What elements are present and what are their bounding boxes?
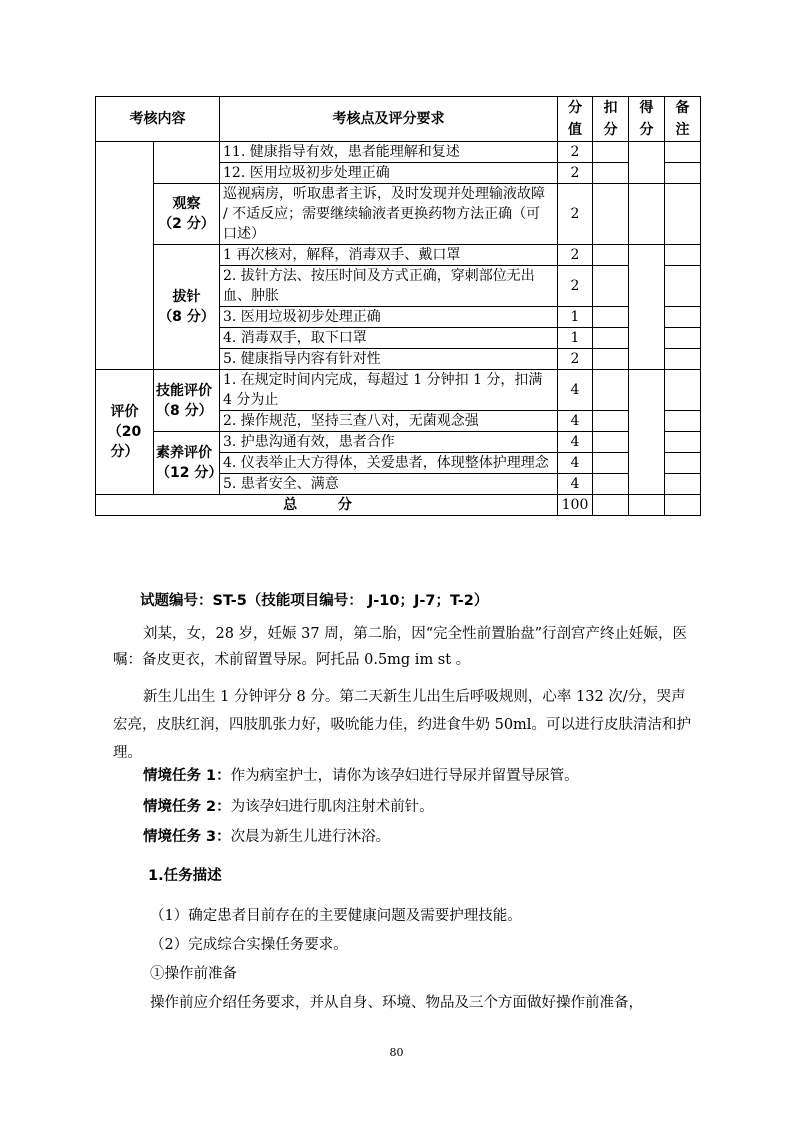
group-evaluation: 评价（20 分） — [96, 370, 154, 495]
task-1-text: 作为病室护士，请你为该孕妇进行导尿并留置导尿管。 — [230, 768, 579, 784]
row-score: 1 — [558, 328, 593, 349]
row-score: 2 — [558, 245, 593, 266]
blank-group-cell — [96, 142, 154, 370]
task-1 — [143, 766, 723, 786]
row-text: 3. 医用垃圾初步处理正确 — [220, 307, 558, 328]
blank-category-cell — [154, 142, 220, 184]
total-score: 100 — [558, 495, 593, 516]
table-header-row — [96, 97, 701, 142]
header-score: 分 值 — [558, 97, 593, 142]
task-3-label: 情境任务 3： — [143, 829, 231, 845]
row-score: 2 — [558, 163, 593, 184]
row-score: 4 — [558, 474, 593, 495]
paragraph-case: 刘某，女，28 岁，妊娠 37 周，第二胎，因“完全性前置胎盘”行剖宫产终止妊娠，医嘱：备皮更衣，术前留置导尿。阿托品 0.5mg im st 。 — [113, 626, 688, 668]
exam-title: 试题编号：ST-5（技能项目编号： J-10；J-7；T-2） — [140, 593, 489, 609]
total-label: 总 分 — [96, 495, 558, 516]
task-3-text: 次晨为新生儿进行沐浴。 — [230, 829, 391, 845]
row-text: 1 再次核对，解释，消毒双手、戴口罩 — [220, 245, 558, 266]
task-2 — [143, 797, 723, 817]
header-points: 考核点及评分要求 — [220, 97, 558, 142]
table-row — [96, 245, 701, 266]
row-score: 4 — [558, 432, 593, 453]
row-score: 4 — [558, 453, 593, 474]
header-note: 备 注 — [665, 97, 701, 142]
row-score: 2 — [558, 266, 593, 307]
category-quality-evaluation: 素养评价 （12 分） — [154, 432, 220, 495]
row-text: 2. 操作规范，坚持三查八对，无菌观念强 — [220, 411, 558, 432]
header-got: 得 分 — [629, 97, 665, 142]
row-text: 4. 消毒双手，取下口罩 — [220, 328, 558, 349]
row-score: 4 — [558, 370, 593, 411]
paragraph-newborn: 新生儿出生 1 分钟评分 8 分。第二天新生儿出生后呼吸规则，心率 132 次/分，哭声宏亮，皮肤红润，四肢肌张力好，吸吮能力佳，约进食牛奶 50ml。可以进行皮肤清洁和护理。 — [113, 689, 691, 761]
category-observe: 观察 （2 分） — [154, 184, 220, 245]
row-text: 巡视病房，听取患者主诉，及时发现并处理输液故障 / 不适反应；需要继续输液者更换药物方法正确（可口述） — [220, 184, 558, 245]
category-pull-needle: 拔针 （8 分） — [154, 245, 220, 370]
grading-table — [95, 96, 701, 516]
row-text: 3. 护患沟通有效，患者合作 — [220, 432, 558, 453]
row-text: 2. 拔针方法、按压时间及方式正确，穿刺部位无出血、肿胀 — [220, 266, 558, 307]
item-2: （2）完成综合实操任务要求。 — [150, 937, 348, 953]
table-row — [96, 142, 701, 163]
row-score: 2 — [558, 142, 593, 163]
item-1: （1）确定患者目前存在的主要健康问题及需要护理技能。 — [150, 908, 522, 924]
table-row — [96, 432, 701, 453]
task-2-text: 为该孕妇进行肌肉注射术前针。 — [230, 799, 434, 815]
row-score: 1 — [558, 307, 593, 328]
task-1-label: 情境任务 1： — [143, 768, 231, 784]
section-heading: 1.任务描述 — [148, 868, 222, 884]
row-text: 1. 在规定时间内完成，每超过 1 分钟扣 1 分，扣满 4 分为止 — [220, 370, 558, 411]
table-row — [96, 370, 701, 411]
paragraph-prep: 操作前应介绍任务要求，并从自身、环境、物品及三个方面做好操作前准备， — [150, 995, 643, 1011]
row-score: 2 — [558, 349, 593, 370]
row-text: 11. 健康指导有效，患者能理解和复述 — [220, 142, 558, 163]
header-deduct: 扣 分 — [593, 97, 629, 142]
row-score: 4 — [558, 411, 593, 432]
task-2-label: 情境任务 2： — [143, 799, 231, 815]
row-text: 4. 仪表举止大方得体，关爱患者，体现整体护理理念 — [220, 453, 558, 474]
header-content: 考核内容 — [96, 97, 220, 142]
page-number: 80 — [389, 1046, 404, 1059]
row-text: 5. 健康指导内容有针对性 — [220, 349, 558, 370]
task-3 — [143, 827, 723, 847]
table-row — [96, 184, 701, 245]
total-row — [96, 495, 701, 516]
sub-heading: ①操作前准备 — [150, 966, 237, 982]
row-text: 12. 医用垃圾初步处理正确 — [220, 163, 558, 184]
category-skill-evaluation: 技能评价 （8 分） — [154, 370, 220, 432]
row-score: 2 — [558, 184, 593, 245]
row-text: 5. 患者安全、满意 — [220, 474, 558, 495]
